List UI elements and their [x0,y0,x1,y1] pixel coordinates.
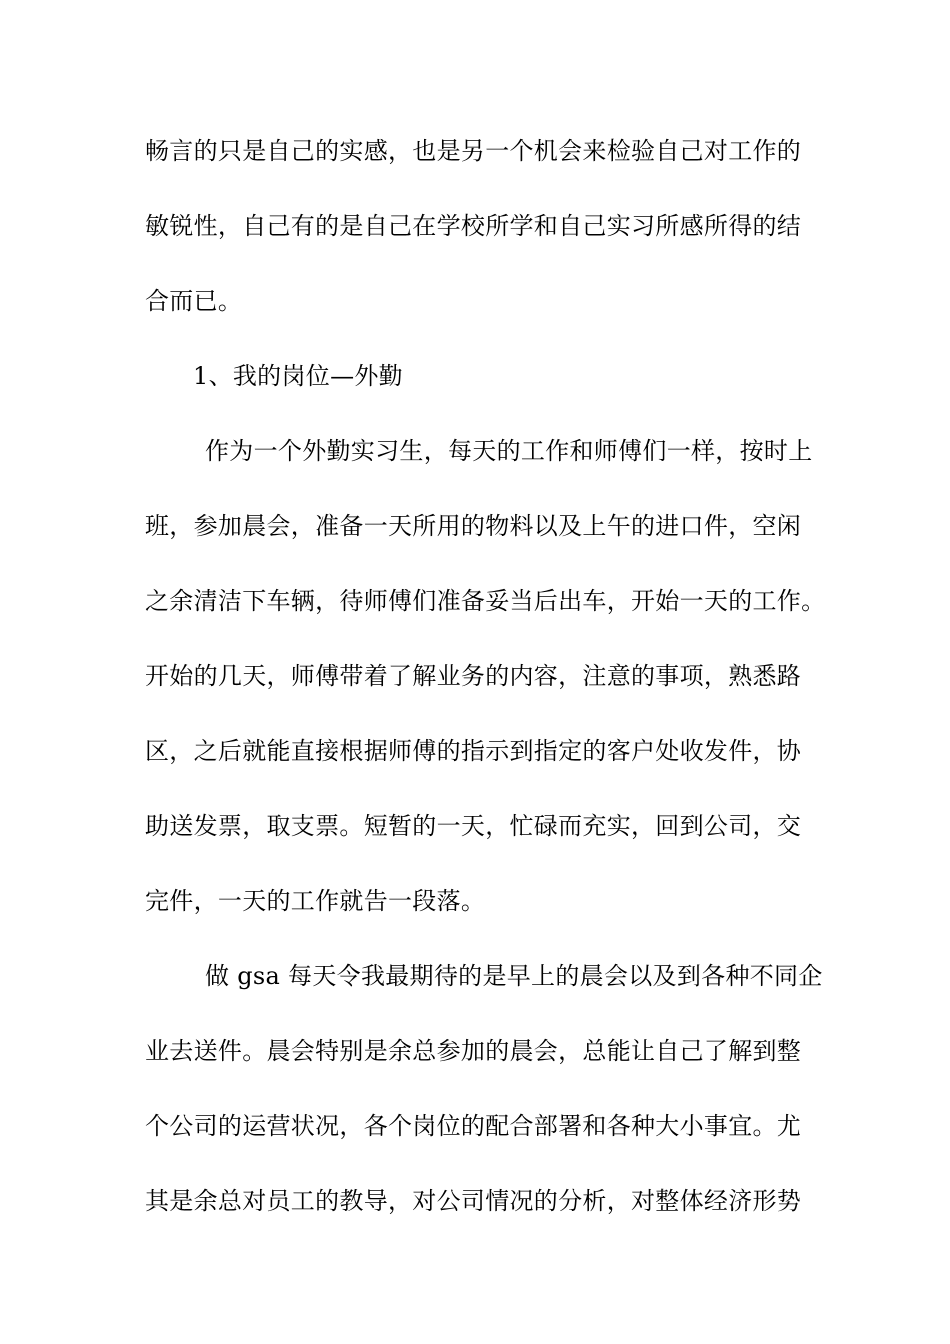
text-line: 完件，一天的工作就告一段落。 [145,887,486,915]
text-line: 畅言的只是自己的实感，也是另一个机会来检验自己对工作的 [145,137,802,165]
text-line: 助送发票，取支票。短暂的一天，忙碌而充实，回到公司，交 [145,812,802,840]
paragraph-first-line: 作为一个外勤实习生，每天的工作和师傅们一样，按时上 [205,437,813,465]
text-line: 区，之后就能直接根据师傅的指示到指定的客户处收发件，协 [145,737,802,765]
text-line: 开始的几天，师傅带着了解业务的内容，注意的事项，熟悉路 [145,662,802,690]
text-line: 之余清洁下车辆，待师傅们准备妥当后出车，开始一天的工作。 [145,587,826,615]
text-line: 其是余总对员工的教导，对公司情况的分析，对整体经济形势 [145,1187,802,1215]
text-line: 合而已。 [145,287,243,315]
text-line: 个公司的运营状况，各个岗位的配合部署和各种大小事宜。尤 [145,1112,802,1140]
text-line: 班，参加晨会，准备一天所用的物料以及上午的进口件，空闲 [145,512,802,540]
paragraph-first-line: 做 gsa 每天令我最期待的是早上的晨会以及到各种不同企 [205,962,823,990]
text-line: 敏锐性，自己有的是自己在学校所学和自己实习所感所得的结 [145,212,802,240]
text-line: 业去送件。晨会特别是余总参加的晨会，总能让自己了解到整 [145,1037,802,1065]
section-heading: 1、我的岗位—外勤 [193,362,403,390]
